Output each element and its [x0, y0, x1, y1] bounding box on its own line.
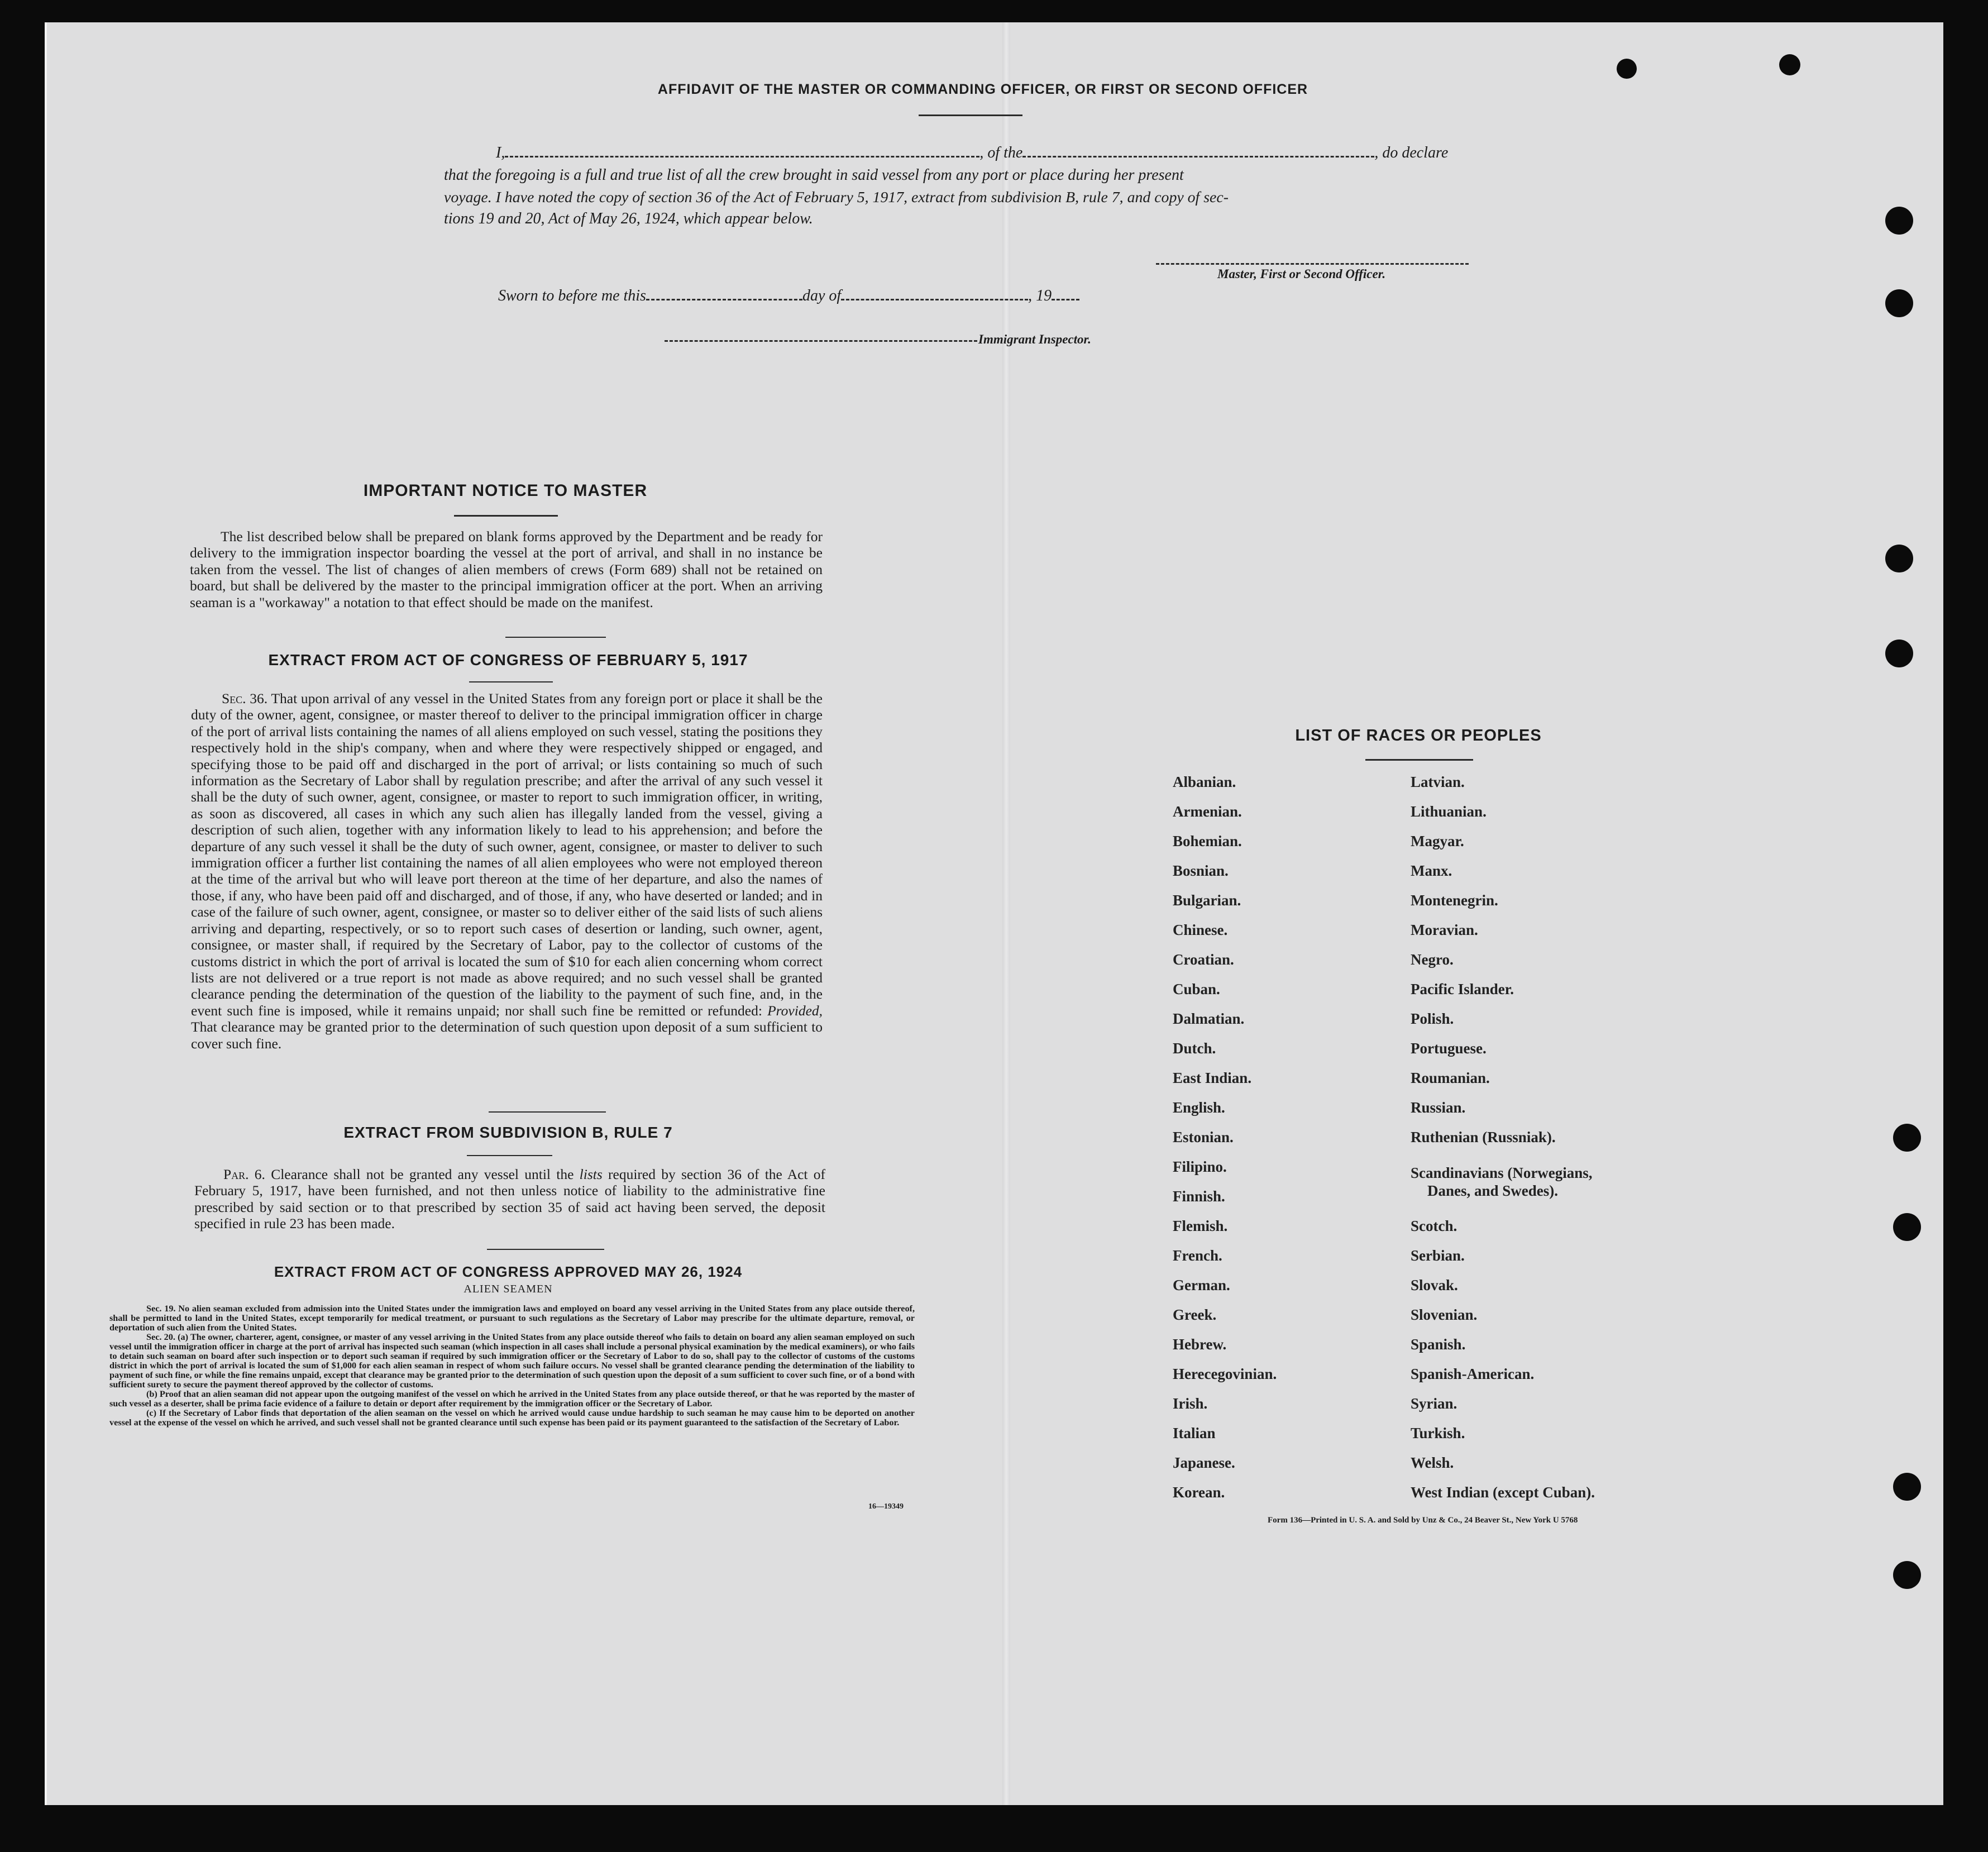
race-item: Bulgarian.	[1173, 892, 1241, 909]
race-item: Greek.	[1173, 1306, 1217, 1323]
sworn-line	[498, 287, 1079, 305]
rule-7-body-b: required by section 36 of the Act of February 5, 1917, have been furnished, and not then unless notice of liability to the administrative fine prescribed by said section or to that prescribed by section 35 of said act having been served, the deposit specified in rule 23 has been made.	[194, 1166, 826, 1232]
race-item: Armenian.	[1173, 803, 1242, 820]
extract-1924-text	[109, 1304, 915, 1428]
section-separator	[489, 1111, 606, 1113]
affidavit-title: AFFIDAVIT OF THE MASTER OR COMMANDING OFFICER, OR FIRST OR SECOND OFFICER	[657, 82, 1308, 97]
race-item: Dutch.	[1173, 1040, 1216, 1057]
declaration-line-4: tions 19 and 20, Act of May 26, 1924, which appear below.	[444, 210, 813, 227]
section-36-body: That upon arrival of any vessel in the United States from any foreign port or place it shall be the duty of the owner, agent, consignee, or master thereof to deliver to the principal immigration officer in charge of the port of arrival lists containing the names of all aliens employed on such vessel, stating the positions they respectively hold in the ship's company, when and where they were respectively shipped or engaged, and specifying those to be paid off and discharged in the port of arrival; or lists containing so much of such information as the Secretary of Labor shall by regulation prescribe; and after the arrival of any such vessel it shall be the duty of such owner, agent, consignee, or master to report to such immigration officer, in writing, as soon as discovered, all cases in which any such alien has illegally landed from the vessel, giving a description of such alien, together with any information likely to lead to his apprehension; and before the departure of any such vessel it shall be the duty of such owner, agent, consignee, or master to deliver to such immigration officer a further list containing the names of all alien employees who were not employed thereon at the time of the arrival but who will leave port thereon at the time of her departure, and also the names of those, if any, who have been paid off and discharged, and of those, if any, who have deserted or landed; and in case of the failure of such owner, agent, consignee, or master so to deliver either of the said lists of such aliens arriving and departing, respectively, or so to report such cases of desertion or landing, such owner, agent, consignee, or master shall, if required by the Secretary of Labor, pay to the collector of customs of the customs district in which the port of arrival is located the sum of $10 for each alien concerning whom correct lists are not delivered or a true report is not made as above required; and no such vessel shall be granted clearance pending the determination of the question of the liability to the payment of such fine, and, in the event such fine is imposed, while it remains unpaid; nor shall such fine be remitted or refunded:	[191, 690, 823, 1019]
race-item: Latvian.	[1411, 774, 1465, 790]
extract-1917-title: EXTRACT FROM ACT OF CONGRESS OF FEBRUARY 5, 1917	[268, 651, 748, 669]
notice-title: IMPORTANT NOTICE TO MASTER	[363, 481, 648, 500]
race-item: Serbian.	[1411, 1247, 1465, 1264]
race-item: Croatian.	[1173, 951, 1234, 968]
race-item: Manx.	[1411, 862, 1452, 879]
section-separator	[487, 1249, 604, 1250]
inspector-signature-line[interactable]	[665, 335, 977, 342]
punch-hole	[1779, 54, 1800, 75]
race-item: English.	[1173, 1099, 1225, 1116]
sworn-label: Sworn to before me this	[498, 287, 646, 304]
punch-hole	[1893, 1213, 1921, 1241]
race-item: Flemish.	[1173, 1218, 1228, 1234]
punch-hole	[1893, 1124, 1921, 1152]
race-item: Lithuanian.	[1411, 803, 1487, 820]
punch-hole	[1893, 1561, 1921, 1589]
race-item: Bosnian.	[1173, 862, 1229, 879]
race-item: Scotch.	[1411, 1218, 1457, 1234]
year-label: , 19	[1028, 287, 1052, 304]
race-item: German.	[1173, 1277, 1230, 1293]
race-item: Chinese.	[1173, 922, 1228, 938]
notice-text	[190, 528, 823, 610]
declaration-line-1	[496, 144, 1448, 162]
sec-20c-text: (c) If the Secretary of Labor finds that deportation of the alien seaman on the vessel on which he arrived would cause undue hardship to such seaman he may cause him to be deported on another vessel at the expense of the vessel on which he arrived, and such vessel shall not be granted clearance until such expense has been paid or its payment guaranteed to the satisfaction of the Secretary of Labor.	[109, 1408, 915, 1428]
race-item: West Indian (except Cuban).	[1411, 1484, 1595, 1501]
section-36-label: Sec. 36.	[222, 690, 268, 707]
race-item: Slovenian.	[1411, 1306, 1478, 1323]
section-separator	[505, 637, 606, 638]
race-item: Hebrew.	[1173, 1336, 1227, 1353]
sec-19-text: Sec. 19. No alien seaman excluded from admission into the United States under the immigration laws and employed on board any vessel arriving in the United States from any place outside thereof, shall be permitted to land in the United States, except temporarily for medical treatment, or pursuant to such regulations as the Secretary of Labor may prescribe for the ultimate departure, removal, or deportation of such alien from the United States.	[109, 1304, 915, 1333]
race-item: Italian	[1173, 1425, 1216, 1441]
race-item: Negro.	[1411, 951, 1454, 968]
punch-hole	[1893, 1473, 1921, 1501]
race-item: Magyar.	[1411, 833, 1464, 849]
race-item: Cuban.	[1173, 981, 1220, 997]
race-item: French.	[1173, 1247, 1222, 1264]
punch-hole	[1885, 207, 1913, 235]
race-item: Slovak.	[1411, 1277, 1458, 1293]
race-item: Turkish.	[1411, 1425, 1465, 1441]
race-item: Herecegovinian.	[1173, 1366, 1277, 1382]
race-item: Pacific Islander.	[1411, 981, 1514, 997]
day-of-label: day of	[802, 287, 842, 304]
race-item: East Indian.	[1173, 1070, 1252, 1086]
race-item: Japanese.	[1173, 1454, 1235, 1471]
declaration-i: I,	[496, 144, 505, 161]
race-item: Syrian.	[1411, 1395, 1457, 1412]
race-item: Irish.	[1173, 1395, 1208, 1412]
sworn-day-blank[interactable]	[646, 290, 802, 300]
rule-7-rule	[467, 1155, 552, 1156]
title-rule	[919, 114, 1022, 116]
race-item: Roumanian.	[1411, 1070, 1490, 1086]
race-item: Portuguese.	[1411, 1040, 1487, 1057]
races-rule	[1365, 759, 1473, 761]
race-item: Bohemian.	[1173, 833, 1242, 849]
race-item: Welsh.	[1411, 1454, 1454, 1471]
race-item: Russian.	[1411, 1099, 1466, 1116]
race-item: Filipino.	[1173, 1158, 1227, 1175]
name-blank[interactable]	[505, 147, 979, 157]
extract-1917-text	[191, 690, 823, 1052]
provided-word: Provided,	[767, 1002, 823, 1019]
extract-1917-rule	[469, 681, 553, 682]
punch-hole	[1885, 545, 1913, 572]
race-item: Polish.	[1411, 1010, 1454, 1027]
rule-7-title: EXTRACT FROM SUBDIVISION B, RULE 7	[343, 1124, 673, 1141]
declaration-of-the: , of the	[979, 144, 1023, 161]
declaration-line-2: that the foregoing is a full and true list of all the crew brought in said vessel from any port or place during her present	[444, 166, 1184, 184]
notice-body: The list described below shall be prepared on blank forms approved by the Department and be ready for delivery to the immigration inspector boarding the vessel at the port of arrival, and shall in no instance be taken from the vessel. The list of changes of alien members of crews (Form 689) shall not be retained on board, but shall be delivered by the master to the principal immigration officer at the port. When an arriving seaman is a "workaway" a notation to that effect should be made on the manifest.	[190, 528, 823, 610]
race-item: Dalmatian.	[1173, 1010, 1245, 1027]
races-title: LIST OF RACES OR PEOPLES	[1295, 727, 1542, 744]
master-signature-label: Master, First or Second Officer.	[1217, 267, 1386, 281]
par-6-label: Par. 6.	[223, 1166, 265, 1182]
punch-hole	[1617, 59, 1637, 79]
race-item: Montenegrin.	[1411, 892, 1498, 909]
punch-hole	[1885, 639, 1913, 667]
race-item: Finnish.	[1173, 1188, 1225, 1205]
race-item: Estonian.	[1173, 1129, 1234, 1145]
sec-20a-text: Sec. 20. (a) The owner, charterer, agent, consignee, or master of any vessel arriving in the United States from any place outside thereof who fails to detain on board any alien seaman employed on such vessel until the immigration officer in charge at the port of arrival has inspected such seaman (which inspection in all cases shall include a personal physical examination by the medical examiners), or who fails to detain such seaman on board after such inspection or to deport such seaman if required by such immigration officer or the Secretary of Labor to do so, shall pay to the collector of customs of the customs district in which the port of arrival is located the sum of $1,000 for each alien seaman in respect of whom such failure occurs. No vessel shall be granted clearance pending the determination of the liability to payment of such fine, or while the fine remains unpaid, except that clearance may be granted prior to the determination of such question upon the deposit of a sum sufficient to cover such fine, or of a bond with sufficient surety to secure the payment thereof approved by the collector of customs.	[109, 1332, 915, 1390]
race-item: Albanian.	[1173, 774, 1236, 790]
rule-7-body-a: Clearance shall not be granted any vessel until the	[271, 1166, 574, 1182]
alien-seamen-subtitle: ALIEN SEAMEN	[463, 1283, 553, 1295]
vessel-blank[interactable]	[1022, 147, 1374, 157]
sec-20b-text: (b) Proof that an alien seaman did not appear upon the outgoing manifest of the vessel on which he arrived in the United States from any place outside thereof, or that he was reported by the master of such vessel as a deserter, shall be prima facie evidence of a failure to detain or deport after requirement by the immigration officer or the Secretary of Labor.	[109, 1389, 915, 1409]
sworn-year-blank[interactable]	[1052, 290, 1079, 300]
race-item: Spanish.	[1411, 1336, 1466, 1353]
race-item: Ruthenian (Russniak).	[1411, 1129, 1556, 1145]
race-item: Moravian.	[1411, 922, 1478, 938]
form-code: 16—19349	[868, 1502, 904, 1511]
section-36-end: That clearance may be granted prior to the determination of such question upon deposit of a sum sufficient to cover such fine.	[191, 1019, 823, 1052]
race-item: Scandinavians (Norwegians,	[1411, 1164, 1593, 1181]
inspector-signature-label: Immigrant Inspector.	[978, 332, 1091, 346]
declaration-do-declare: , do declare	[1374, 144, 1449, 161]
printer-footer: Form 136—Printed in U. S. A. and Sold by Unz & Co., 24 Beaver St., New York U 5768	[1268, 1516, 1578, 1525]
sworn-month-blank[interactable]	[841, 290, 1028, 300]
lists-word: lists	[579, 1166, 603, 1182]
notice-rule	[454, 515, 558, 517]
extract-1924-title: EXTRACT FROM ACT OF CONGRESS APPROVED MAY 26, 1924	[274, 1263, 743, 1280]
race-item: Spanish-American.	[1411, 1366, 1535, 1382]
race-item: Korean.	[1173, 1484, 1225, 1501]
rule-7-text	[194, 1166, 825, 1232]
declaration-line-3: voyage. I have noted the copy of section 36 of the Act of February 5, 1917, extract from subdivision B, rule 7, and copy of sec-	[444, 189, 1229, 206]
punch-hole	[1885, 289, 1913, 317]
master-signature-line[interactable]	[1156, 258, 1469, 265]
race-item: Danes, and Swedes).	[1427, 1182, 1559, 1199]
